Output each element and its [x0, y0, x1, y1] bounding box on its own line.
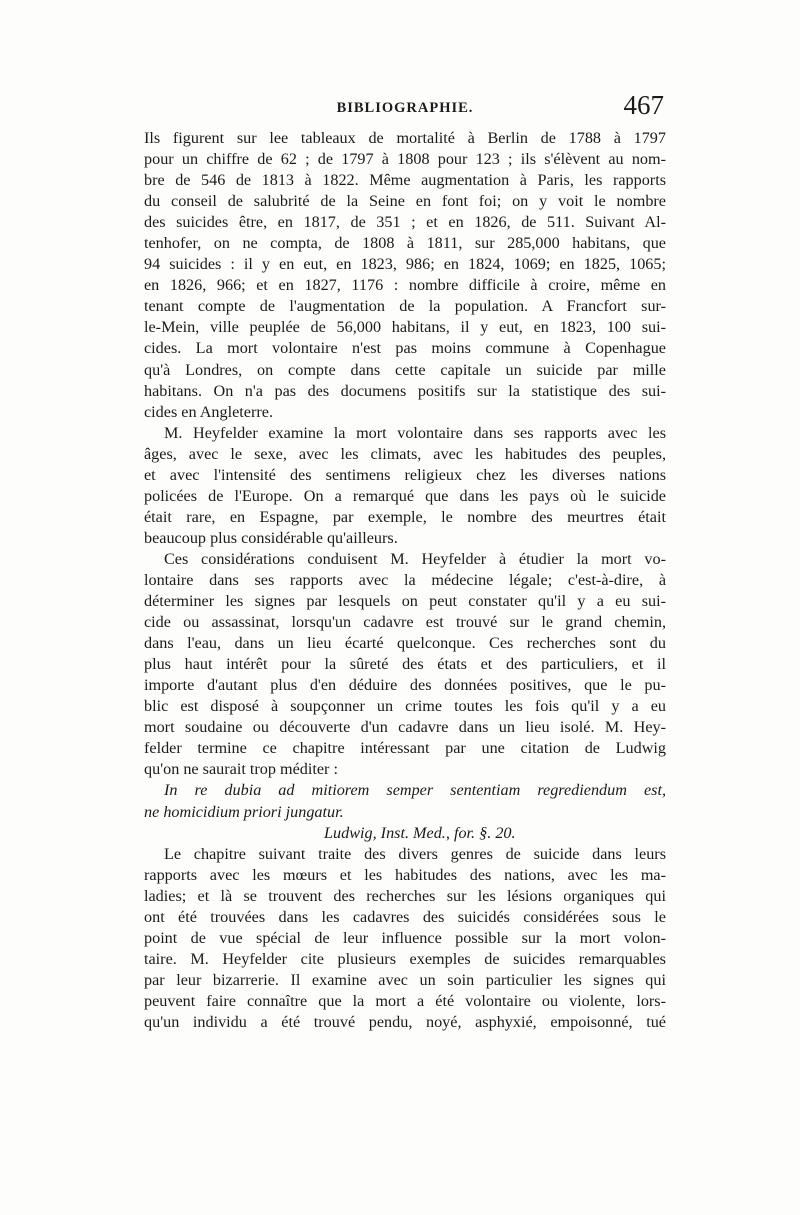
text-line: point de vue spécial de leur influence possible sur la mort volon- [144, 928, 666, 947]
text-line: Ces considérations conduisent M. Heyfelder à étudier la mort vo- [164, 549, 666, 568]
text-line: âges, avec le sexe, avec les climats, avec les habitudes des peuples, [144, 444, 666, 463]
text-line: des suicides être, en 1817, de 351 ; et en 1826, de 511. Suivant Al- [144, 213, 666, 232]
text-line: taire. M. Heyfelder cite plusieurs exemples de suicides remarquables [144, 949, 666, 968]
text-line: blic est disposé à soupçonner un crime toutes les fois qu'il y a eu [144, 697, 666, 716]
text-line: tenhofer, on ne compta, de 1808 à 1811, sur 285,000 habitans, que [144, 234, 666, 253]
text-line: cides. La mort volontaire n'est pas moins commune à Copenhague [144, 339, 666, 358]
text-line: qu'un individu a été trouvé pendu, noyé, asphyxié, empoisonné, tué [144, 1012, 666, 1031]
text-line: bre de 546 de 1813 à 1822. Même augmentation à Paris, les rapports [144, 171, 666, 190]
text-line: M. Heyfelder examine la mort volontaire dans ses rapports avec les [164, 423, 666, 442]
quotation-citation: Ludwig, Inst. Med., for. §. 20. [324, 823, 516, 842]
text-line: pour un chiffre de 62 ; de 1797 à 1808 pour 123 ; ils s'élèvent au nom- [144, 150, 666, 169]
latin-quotation-line: ne homicidium priori jungatur. [144, 802, 344, 821]
text-line: Ils figurent sur lee tableaux de mortalité à Berlin de 1788 à 1797 [144, 129, 666, 147]
text-line: felder termine ce chapitre intéressant par une citation de Ludwig [144, 739, 666, 758]
text-line: qu'à Londres, on compte dans cette capitale un suicide par mille [144, 360, 666, 379]
text-line: lontaire dans ses rapports avec la médecine légale; c'est-à-dire, à [144, 570, 666, 589]
text-line: cides en Angleterre. [144, 402, 273, 421]
text-line: rapports avec les mœurs et les habitudes des nations, avec les ma- [144, 865, 666, 884]
text-line: policées de l'Europe. On a remarqué que dans les pays où le suicide [144, 486, 666, 505]
text-line: déterminer les signes par lesquels on peut constater qu'il y a eu sui- [144, 592, 666, 611]
text-line: tenant compte de l'augmentation de la population. A Francfort sur- [144, 297, 666, 316]
text-line: en 1826, 966; et en 1827, 1176 : nombre difficile à croire, même en [144, 276, 666, 295]
text-line: ladies; et là se trouvent des recherches sur les lésions organiques qui [144, 886, 666, 905]
text-line: mort soudaine ou découverte d'un cadavre dans un lieu isolé. M. Hey- [144, 718, 666, 737]
text-line: ont été trouvées dans les cadavres des suicidés considérées sous le [144, 907, 666, 926]
text-line: beaucoup plus considérable qu'ailleurs. [144, 528, 398, 547]
text-line: plus haut intérêt pour la sûreté des états et des particuliers, et il [144, 655, 666, 674]
text-line: du conseil de salubrité de la Seine en font foi; on y voit le nombre [144, 192, 666, 211]
body-text [144, 128, 666, 1033]
text-line: par leur bizarrerie. Il examine avec un soin particulier les signes qui [144, 970, 666, 989]
text-line: était rare, en Espagne, par exemple, le nombre des meurtres était [144, 507, 666, 526]
page-number: 467 [623, 90, 664, 120]
text-line: cide ou assassinat, lorsqu'un cadavre est trouvé sur le grand chemin, [144, 613, 666, 632]
text-line: le-Mein, ville peuplée de 56,000 habitans, il y eut, en 1823, 100 sui- [144, 318, 666, 337]
latin-quotation-line: In re dubia ad mitiorem semper sententiam regrediendum est, [164, 781, 666, 800]
text-line: peuvent faire connaître que la mort a été volontaire ou violente, lors- [144, 991, 666, 1010]
text-line: Le chapitre suivant traite des divers genres de suicide dans leurs [164, 844, 666, 863]
text-line: et avec l'intensité des sentimens religieux chez les diverses nations [144, 465, 666, 484]
text-line: importe d'autant plus d'en déduire des données positives, que le pu- [144, 676, 666, 695]
text-line: dans l'eau, dans un lieu écarté quelconque. Ces recherches sont du [144, 634, 666, 653]
text-line: qu'on ne saurait trop méditer : [144, 760, 338, 779]
text-line: habitans. On n'a pas des documens positifs sur la statistique des sui- [144, 381, 666, 400]
text-line: 94 suicides : il y en eut, en 1823, 986; en 1824, 1069; en 1825, 1065; [144, 255, 666, 274]
running-header [144, 92, 666, 126]
running-title: BIBLIOGRAPHIE. [336, 100, 474, 116]
